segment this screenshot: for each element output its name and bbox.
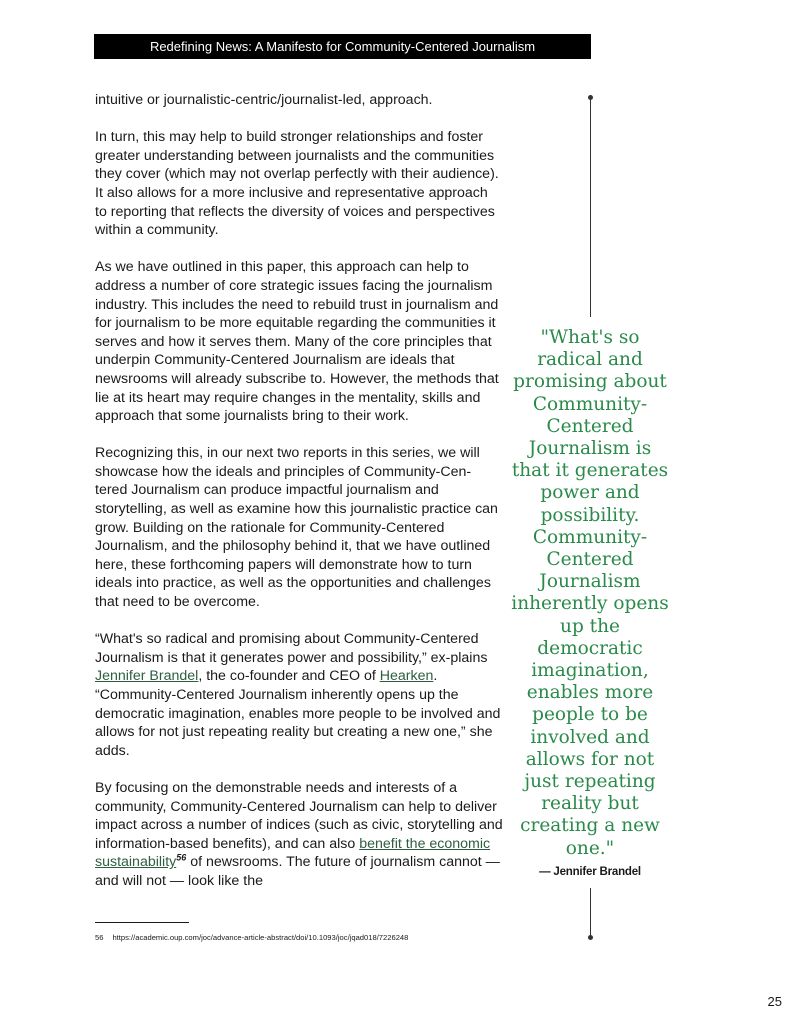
paragraph-5-text-c: . “Community-Centered Journalism inherently opens up the democratic imagination, enables more people to be involved and allows for not just repeating reality but creating a new one,” she adds. — [95, 668, 501, 759]
page-number: 25 — [767, 994, 782, 1009]
footnote-url[interactable]: https://academic.oup.com/joc/advance-article-abstract/doi/10.1093/joc/jqad018/7226248 — [112, 933, 409, 942]
paragraph-6-text-a: By focusing on the demonstrable needs and interests of a community, Community-Centered Journalism can help to deliver impact across a number of indices (such as civic, storytelling and information-based benefits), and can also — [95, 779, 503, 852]
running-header-title: Redefining News: A Manifesto for Community-Centered Journalism — [149, 39, 536, 54]
body-text-column — [95, 91, 503, 909]
pull-quote: "What's so radical and promising about Community-Centered Journalism is that it generates power and possibility. Community-Centered Journalism inherently opens up the democratic imagination, enables more people to be involved and allows for not just repeating reality but creating a new one." — [511, 327, 669, 859]
footnote — [95, 933, 408, 942]
footnote-number: 56 — [95, 933, 104, 942]
top-vertical-rule — [590, 97, 591, 317]
hearken-link[interactable]: Hearken — [379, 668, 434, 685]
paragraph-5 — [95, 630, 503, 760]
bottom-rule-dot — [588, 935, 593, 940]
economic-sustainability-link[interactable]: benefit the economic sustainability — [95, 835, 491, 871]
paragraph-3: As we have outlined in this paper, this approach can help to address a number of core strategic issues facing the journalism industry. This includes the need to rebuild trust in journalism and for journalism to be more equitable regarding the communities it serves and how it serves them. Many of the core principles that underpin Community-Centered Journalism are ideals that newsrooms will already subscribe to. However, the methods that lie at its heart may require changes in the mentality, skills and approach that some journalists bring to their work. — [95, 259, 499, 425]
footnote-divider — [95, 922, 189, 923]
paragraph-2: In turn, this may help to build stronger relationships and foster greater understanding between journalists and the communities they cover (which may not overlap perfectly with their audience). It also allows for a more inclusive and representative approach to reporting that reflects the diversity of voices and perspectives within a community. — [95, 129, 499, 239]
paragraph-1: intuitive or journalistic-centric/journalist-led, approach. — [95, 92, 433, 108]
paragraph-5-text-b: , the co-founder and CEO of — [198, 668, 380, 685]
paragraph-4: Recognizing this, in our next two reports in this series, we will showcase how the ideals and principles of Community-Cen-tered Journalism can produce impactful journalism and storytelling, as well as examine how this journalistic practice can grow. Building on the rationale for Community-Centered Journalism, and the philosophy behind it, that we have outlined here, these forthcoming papers will demonstrate how to turn ideals into practice, as well as the opportunities and challenges that need to be overcome. — [95, 445, 498, 611]
paragraph-6 — [95, 779, 503, 891]
paragraph-6-text-b: of newsrooms. The future of journalism cannot — and will not — look like the — [95, 854, 500, 889]
running-header — [94, 34, 591, 59]
bottom-vertical-rule — [590, 888, 591, 938]
pull-quote-attribution: — Jennifer Brandel — [539, 866, 641, 878]
footnote-ref-56[interactable]: 56 — [176, 852, 187, 863]
jennifer-brandel-link[interactable]: Jennifer Brandel — [95, 668, 199, 685]
paragraph-5-text-a: “What's so radical and promising about Community-Centered Journalism is that it generates power and possibility,” ex-plains — [95, 631, 488, 666]
